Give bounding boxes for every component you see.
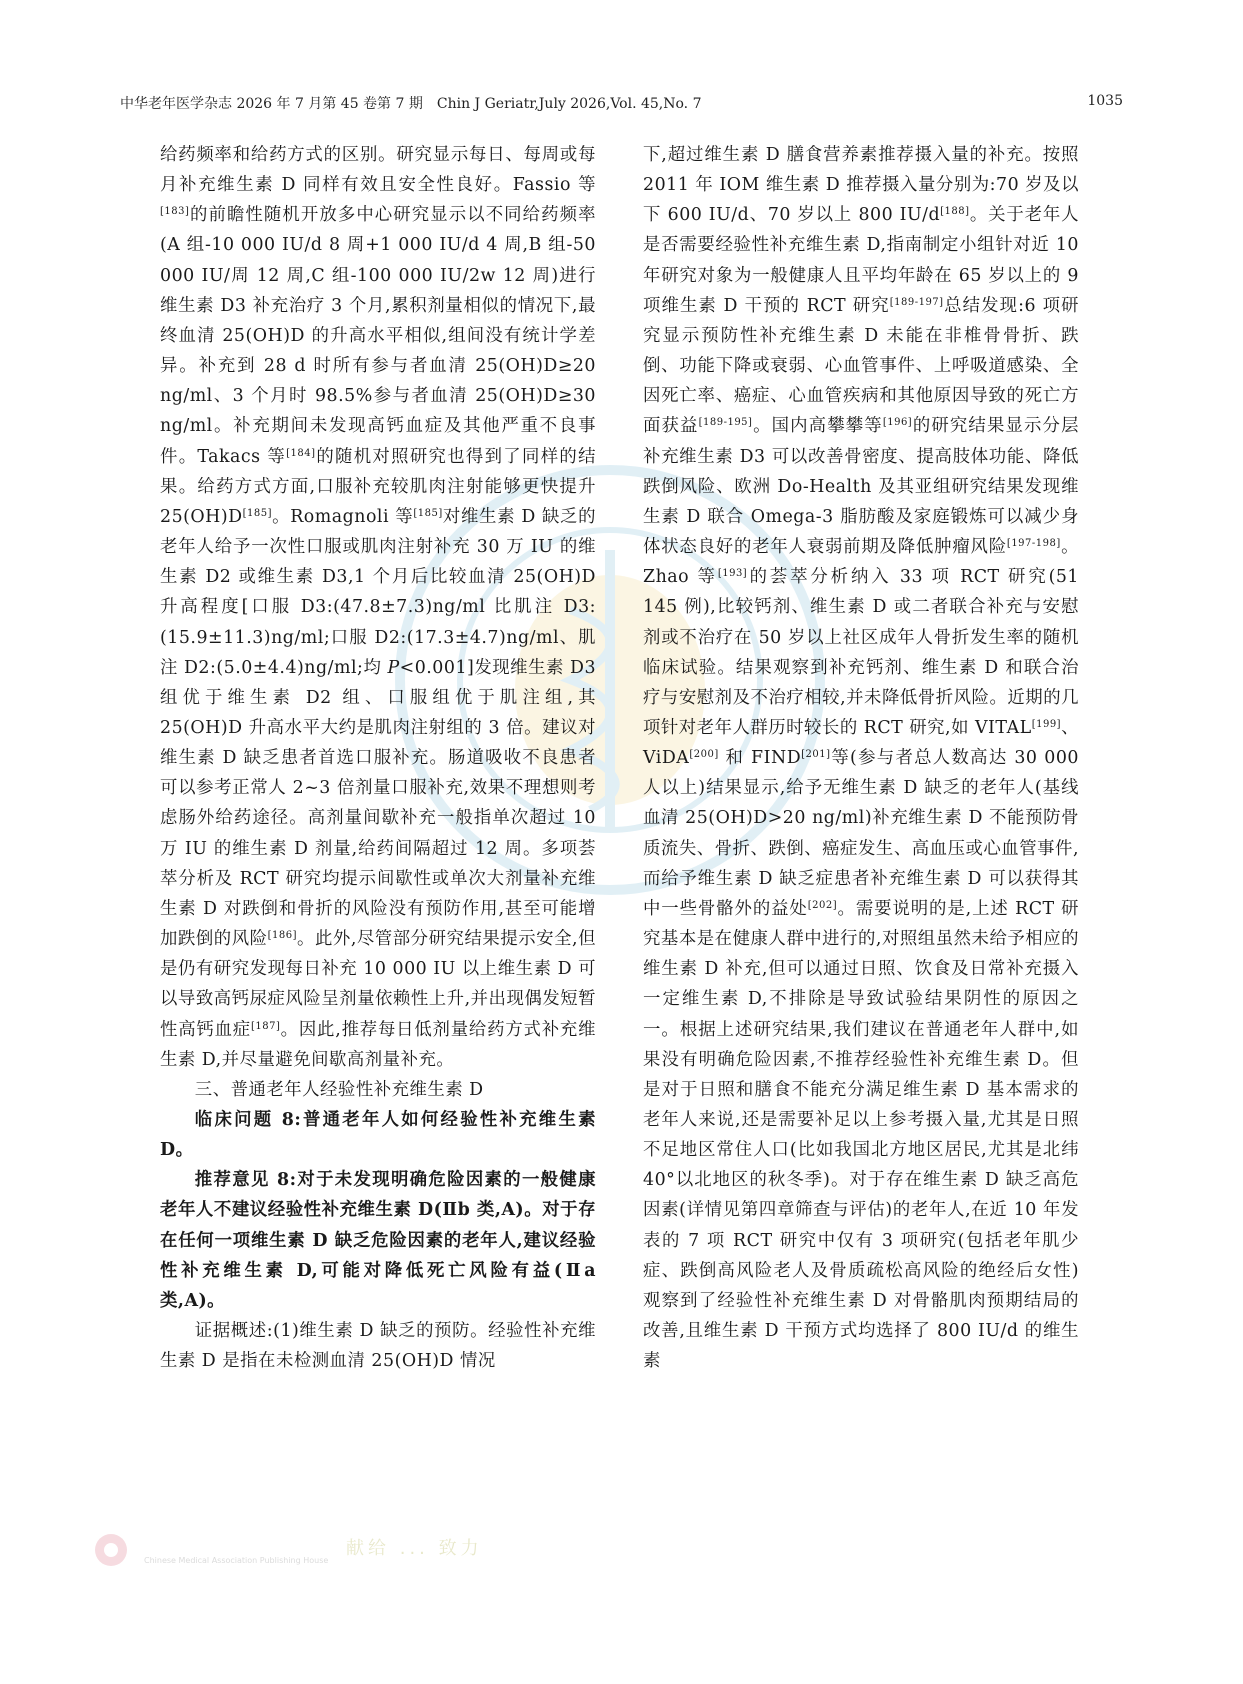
citation: [202]: [807, 899, 838, 911]
citation: [200]: [689, 749, 719, 761]
citation: [188]: [940, 206, 970, 218]
citation: [193]: [717, 568, 748, 580]
citation: [185]: [242, 507, 272, 519]
citation: [186]: [267, 930, 297, 942]
citation: [196]: [882, 417, 913, 429]
citation: [201]: [801, 749, 831, 761]
citation: [187]: [250, 1020, 281, 1032]
right-column: [643, 140, 1079, 1376]
journal-citation: 中华老年医学杂志 2026 年 7 月第 45 卷第 7 期 Chin J Geriatr,July 2026,Vol. 45,No. 7: [120, 96, 702, 112]
publisher-logo: [86, 1530, 546, 1570]
publisher-slogan: 献给 ... 致力: [346, 1538, 483, 1559]
citation: [183]: [160, 206, 190, 218]
publisher-name-english: Chinese Medical Association Publishing House: [144, 1556, 329, 1565]
citation: [189-195]: [698, 417, 753, 429]
citation: [197-198]: [1006, 538, 1061, 550]
evidence-summary: 证据概述:(1)维生素 D 缺乏的预防。经验性补充维生素 D 是指在未检测血清 25(OH)D 情况: [160, 1321, 596, 1372]
running-header: [120, 93, 1123, 117]
recommendation: 推荐意见 8:对于未发现明确危险因素的一般健康老年人不建议经验性补充维生素 D(Ⅱb 类,A)。对于存在任何一项维生素 D 缺乏危险因素的老年人,建议经验性补充维生素 D,可能对降低死亡风险有益(Ⅱa 类,A)。: [160, 1170, 596, 1311]
publisher-flower-icon: [86, 1530, 136, 1570]
page-number: 1035: [1087, 93, 1123, 109]
citation: [185]: [413, 507, 443, 519]
p-value-symbol: P: [387, 657, 400, 678]
citation: [184]: [286, 447, 316, 459]
citation: [189-197]: [889, 296, 944, 308]
citation: [199]: [1031, 718, 1062, 730]
paragraph-dosing: 给药频率和给药方式的区别。研究显示每日、每周或每月补充维生素 D 同样有效且安全性良好。Fassio 等[183]的前瞻性随机开放多中心研究显示以不同给药频率(A 组-10 000 IU/d 8 周+1 000 IU/d 4 周,B 组-50 000 IU/周 12 周,C 组-100 000 IU/2w 12 周)进行维生素 D3 补充治疗 3 个月,累积剂量相似的情况下,最终血清 25(OH)D 的升高水平相似,组间没有统计学差异。补充到 28 d 时所有参与者血清 25(OH)D≥20 ng/ml、3 个月时 98.5%参与者血清 25(OH)D≥30 ng/ml。补充期间未发现高钙血症及其他严重不良事件。Takacs 等[184]的随机对照研究也得到了同样的结果。给药方式方面,口服补充较肌肉注射能够更快提升 25(OH)D[185]。Romagnoli 等[185]对维生素 D 缺乏的老年人给予一次性口服或肌肉注射补充 30 万 IU 的维生素 D2 或维生素 D3,1 个月后比较血清 25(OH)D 升高程度[口服 D3:(47.8±7.3)ng/ml 比肌注 D3:(15.9±11.3)ng/ml;口服 D2:(17.3±4.7)ng/ml、肌注 D2:(5.0±4.4)ng/ml;均 P<0.001]发现维生素 D3 组优于维生素 D2 组、口服组优于肌注组,其 25(OH)D 升高水平大约是肌肉注射组的 3 倍。建议对维生素 D 缺乏患者首选口服补充。肠道吸收不良患者可以参考正常人 2~3 倍剂量口服补充,效果不理想则考虑肠外给药途径。高剂量间歇补充一般指单次超过 10 万 IU 的维生素 D 剂量,给药间隔超过 12 周。多项荟萃分析及 RCT 研究均提示间歇性或单次大剂量补充维生素 D 对跌倒和骨折的风险没有预防作用,甚至可能增加跌倒的风险[186]。此外,尽管部分研究结果提示安全,但是仍有研究发现每日补充 10 000 IU 以上维生素 D 可以导致高钙尿症风险呈剂量依赖性上升,并出现偶发短暂性高钙血症[187]。因此,推荐每日低剂量给药方式补充维生素 D,并尽量避免间歇高剂量补充。: [160, 145, 597, 1070]
left-column: [160, 140, 596, 1376]
paragraph-empirical: 下,超过维生素 D 膳食营养素推荐摄入量的补充。按照 2011 年 IOM 维生素 D 推荐摄入量分别为:70 岁及以下 600 IU/d、70 岁以上 800 IU/d[188]。关于老年人是否需要经验性补充维生素 D,指南制定小组针对近 10 年研究对象为一般健康人且平均年龄在 65 岁以上的 9 项维生素 D 干预的 RCT 研究[189-197]总结发现:6 项研究显示预防性补充维生素 D 未能在非椎骨骨折、跌倒、功能下降或衰弱、心血管事件、上呼吸道感染、全因死亡率、癌症、心血管疾病和其他原因导致的死亡方面获益[189-195]。国内高攀攀等[196]的研究结果显示分层补充维生素 D3 可以改善骨密度、提高肢体功能、降低跌倒风险、欧洲 Do-Health 及其亚组研究结果发现维生素 D 联合 Omega-3 脂肪酸及家庭锻炼可以减少身体状态良好的老年人衰弱前期及降低肿瘤风险[197-198]。Zhao 等[193]的荟萃分析纳入 33 项 RCT 研究(51 145 例),比较钙剂、维生素 D 或二者联合补充与安慰剂或不治疗在 50 岁以上社区成年人骨折发生率的随机临床试验。结果观察到补充钙剂、维生素 D 和联合治疗与安慰剂及不治疗相较,并未降低骨折风险。近期的几项针对老年人群历时较长的 RCT 研究,如 VITAL[199]、ViDA[200] 和 FIND[201]等(参与者总人数高达 30 000 人以上)结果显示,给予无维生素 D 缺乏的老年人(基线血清 25(OH)D>20 ng/ml)补充维生素 D 不能预防骨质流失、骨折、跌倒、癌症发生、高血压或心血管事件,而给予维生素 D 缺乏症患者补充维生素 D 可以获得其中一些骨骼外的益处[202]。需要说明的是,上述 RCT 研究基本是在健康人群中进行的,对照组虽然未给予相应的维生素 D 补充,但可以通过日照、饮食及日常补充摄入一定维生素 D,不排除是导致试验结果阴性的原因之一。根据上述研究结果,我们建议在普通老年人群中,如果没有明确危险因素,不推荐经验性补充维生素 D。但是对于日照和膳食不能充分满足维生素 D 基本需求的老年人来说,还是需要补足以上参考摄入量,尤其是日照不足地区常住人口(比如我国北方地区居民,尤其是北纬 40°以北地区的秋冬季)。对于存在维生素 D 缺乏高危因素(详情见第四章筛查与评估)的老年人,在近 10 年发表的 7 项 RCT 研究中仅有 3 项研究(包括老年肌少症、跌倒高风险老人及骨质疏松高风险的绝经后女性)观察到了经验性补充维生素 D 对骨骼肌肉预期结局的改善,且维生素 D 干预方式均选择了 800 IU/d 的维生素: [643, 145, 1079, 1372]
clinical-question: 临床问题 8:普通老年人如何经验性补充维生素 D。: [160, 1110, 596, 1161]
section-heading: 三、普通老年人经验性补充维生素 D: [194, 1079, 484, 1100]
